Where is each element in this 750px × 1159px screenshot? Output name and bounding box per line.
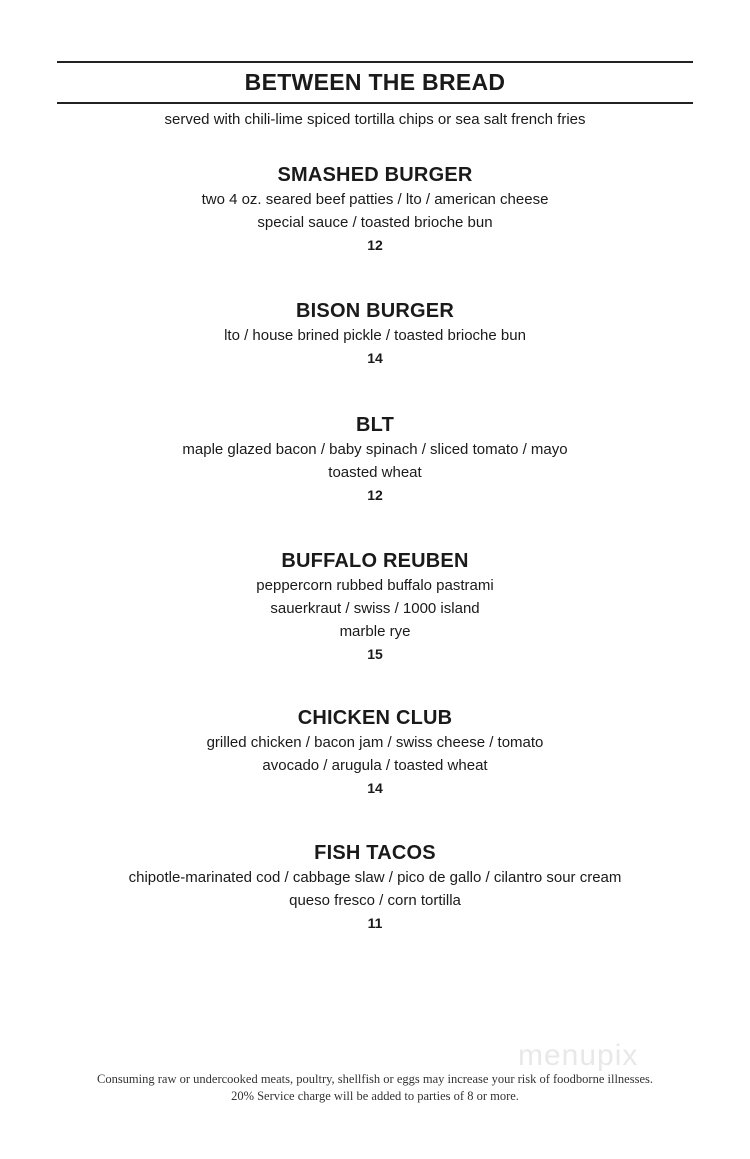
item-description-line: avocado / arugula / toasted wheat: [262, 757, 488, 774]
menu-item-fish-tacos: [0, 840, 750, 935]
item-price: 14: [367, 780, 383, 796]
section-subtitle: served with chili-lime spiced tortilla chips or sea salt french fries: [164, 111, 586, 128]
menu-item-buffalo-reuben: [0, 548, 750, 666]
item-description-line: two 4 oz. seared beef patties / lto / american cheese: [201, 191, 549, 208]
item-description-line: special sauce / toasted brioche bun: [257, 214, 493, 231]
item-name: SMASHED BURGER: [277, 164, 473, 186]
item-price: 11: [367, 915, 383, 931]
item-name: CHICKEN CLUB: [297, 707, 453, 729]
item-description-line: peppercorn rubbed buffalo pastrami: [256, 577, 494, 594]
menu-item-smashed-burger: [0, 162, 750, 257]
item-description-line: toasted wheat: [328, 464, 422, 481]
item-price: 14: [367, 350, 383, 366]
footer-line-service-charge: 20% Service charge will be added to parties of 8 or more.: [231, 1089, 519, 1103]
menu-item-bison-burger: [0, 298, 750, 370]
menu-item-blt: [0, 412, 750, 507]
item-name: BUFFALO REUBEN: [281, 550, 469, 572]
item-price: 15: [367, 646, 383, 662]
menu-item-chicken-club: [0, 705, 750, 800]
top-rule: [57, 61, 693, 63]
item-name: BISON BURGER: [296, 300, 454, 322]
item-description-line: chipotle-marinated cod / cabbage slaw / pico de gallo / cilantro sour cream: [128, 869, 622, 886]
item-name: FISH TACOS: [314, 842, 436, 864]
footer-line-health-warning: Consuming raw or undercooked meats, poultry, shellfish or eggs may increase your risk of foodborne illnesses.: [96, 1072, 653, 1086]
item-description-line: grilled chicken / bacon jam / swiss cheese / tomato: [206, 734, 544, 751]
item-price: 12: [367, 487, 383, 503]
item-name: BLT: [356, 414, 394, 436]
section-title: BETWEEN THE BREAD: [244, 69, 506, 95]
bottom-rule: [57, 102, 693, 104]
item-description-line: sauerkraut / swiss / 1000 island: [270, 600, 480, 617]
item-description-line: maple glazed bacon / baby spinach / sliced tomato / mayo: [182, 441, 568, 458]
watermark: menupix: [518, 1039, 639, 1072]
item-description-line: queso fresco / corn tortilla: [289, 892, 461, 909]
item-price: 12: [367, 237, 383, 253]
item-description-line: lto / house brined pickle / toasted brioche bun: [224, 327, 526, 344]
item-description-line: marble rye: [339, 623, 411, 640]
footer-disclaimer: [0, 1071, 750, 1105]
